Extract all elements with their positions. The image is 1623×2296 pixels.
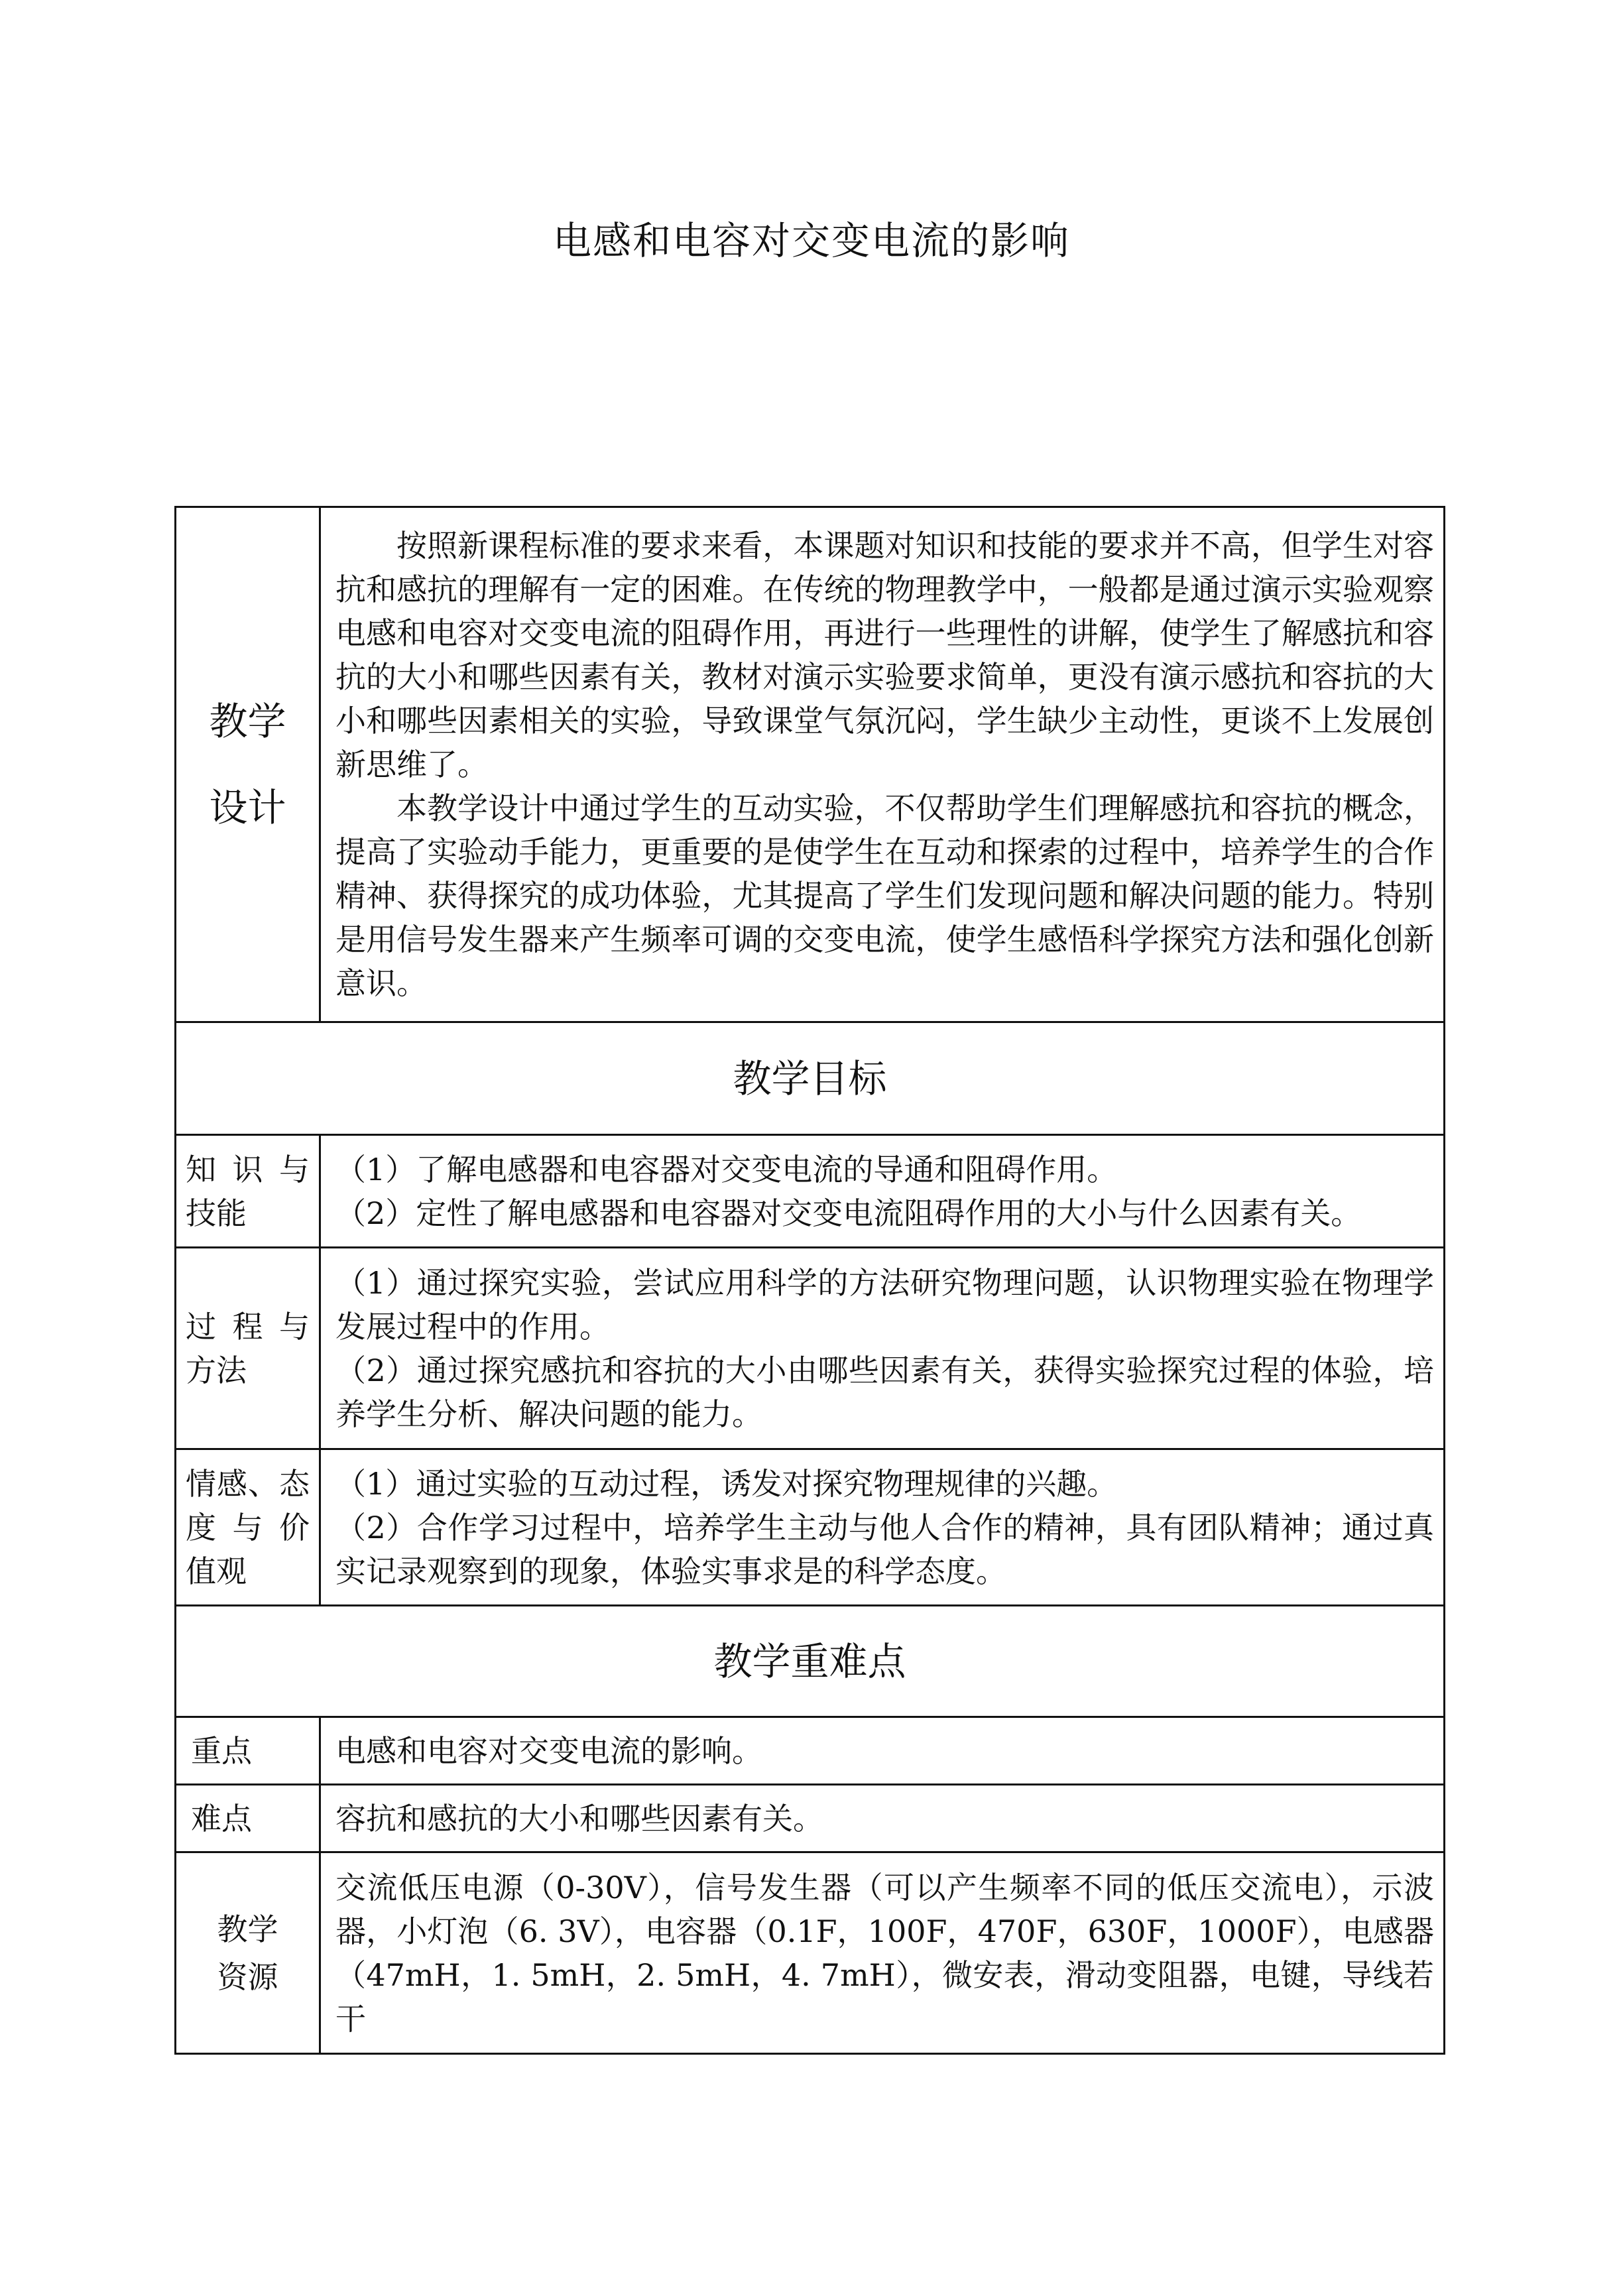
process-item-2: （2）通过探究感抗和容抗的大小由哪些因素有关，获得实验探究过程的体验，培养学生分析、解决问题的能力。 [335,1352,1434,1432]
process-label-cell [176,1248,320,1449]
focus-text: 电感和电容对交变电流的影响。 [335,1732,762,1769]
process-label-line2: 方法 [186,1352,247,1388]
attitude-item-1: （1）通过实验的互动过程，诱发对探究物理规律的兴趣。 [335,1465,1118,1502]
process-label-line1: 过程与 [186,1308,310,1345]
attitude-label-line1: 情感、态 [186,1465,310,1502]
process-row [176,1248,1445,1449]
focus-content-cell [320,1717,1445,1785]
resources-row [176,1852,1445,2054]
resources-content-cell [320,1852,1445,2054]
knowledge-row [176,1135,1445,1248]
design-row [176,507,1445,1022]
difficulty-label-cell [176,1785,320,1852]
attitude-label-cell [176,1449,320,1606]
design-paragraph-1: 按照新课程标准的要求来看，本课题对知识和技能的要求并不高，但学生对容抗和感抗的理解有一定的困难。在传统的物理教学中，一般都是通过演示实验观察电感和电容对交变电流的阻碍作用，再进行一些理性的讲解，使学生了解感抗和容抗的大小和哪些因素有关，教材对演示实验要求简单，更没有演示感抗和容抗的大小和哪些因素相关的实验，导致课堂气氛沉闷，学生缺少主动性，更谈不上发展创新思维了。 [335,528,1434,782]
process-item-1: （1）通过探究实验，尝试应用科学的方法研究物理问题，认识物理实验在物理学发展过程中的作用。 [335,1264,1434,1345]
attitude-content-cell [320,1449,1445,1606]
difficulty-label: 难点 [191,1800,252,1837]
knowledge-label-cell [176,1135,320,1248]
difficulty-text: 容抗和感抗的大小和哪些因素有关。 [335,1800,823,1837]
attitude-item-2: （2）合作学习过程中，培养学生主动与他人合作的精神，具有团队精神；通过真实记录观察到的现象，体验实事求是的科学态度。 [335,1509,1434,1589]
resources-text: 交流低压电源（0-30V），信号发生器（可以产生频率不同的低压交流电），示波器，小灯泡（6. 3V），电容器（0.1F，100F，470F，630F，1000F），电感器（47mH，1. 5mH，2. 5mH，4. 7mH），微安表，滑动变阻器，电键，导线若干 [335,1869,1434,2037]
objectives-heading-row [176,1022,1445,1135]
resources-label-cell [176,1852,320,2054]
knowledge-item-2: （2）定性了解电感器和电容器对交变电流阻碍作用的大小与什么因素有关。 [335,1195,1362,1231]
design-label-line1: 教学 [209,699,286,744]
focus-label-cell [176,1717,320,1785]
attitude-label-line2: 度与价 [186,1509,310,1545]
knowledge-item-1: （1）了解电感器和电容器对交变电流的导通和阻碍作用。 [335,1151,1118,1187]
design-content-cell [320,507,1445,1022]
resources-label-line2: 资源 [217,1959,278,1995]
difficulty-content-cell [320,1785,1445,1852]
attitude-label-line3: 值观 [186,1553,247,1589]
attitude-row [176,1449,1445,1606]
key-points-heading-row [176,1606,1445,1717]
objectives-heading: 教学目标 [176,1022,1445,1135]
focus-label: 重点 [191,1732,252,1769]
lesson-plan-table [174,506,1445,2055]
resources-label-line1: 教学 [217,1911,278,1947]
process-content-cell [320,1248,1445,1449]
key-points-heading: 教学重难点 [176,1606,1445,1717]
knowledge-content-cell [320,1135,1445,1248]
design-paragraph-2: 本教学设计中通过学生的互动实验，不仅帮助学生们理解感抗和容抗的概念，提高了实验动手能力，更重要的是使学生在互动和探索的过程中，培养学生的合作精神、获得探究的成功体验，尤其提高了学生们发现问题和解决问题的能力。特别是用信号发生器来产生频率可调的交变电流，使学生感悟科学探究方法和强化创新意识。 [335,790,1434,1001]
knowledge-label-line2: 技能 [186,1195,247,1231]
focus-row [176,1717,1445,1785]
difficulty-row [176,1785,1445,1852]
design-label-cell [176,507,320,1022]
document-title: 电感和电容对交变电流的影响 [552,218,1070,263]
design-label-line2: 设计 [209,785,286,830]
knowledge-label-line1: 知识与 [186,1151,310,1187]
